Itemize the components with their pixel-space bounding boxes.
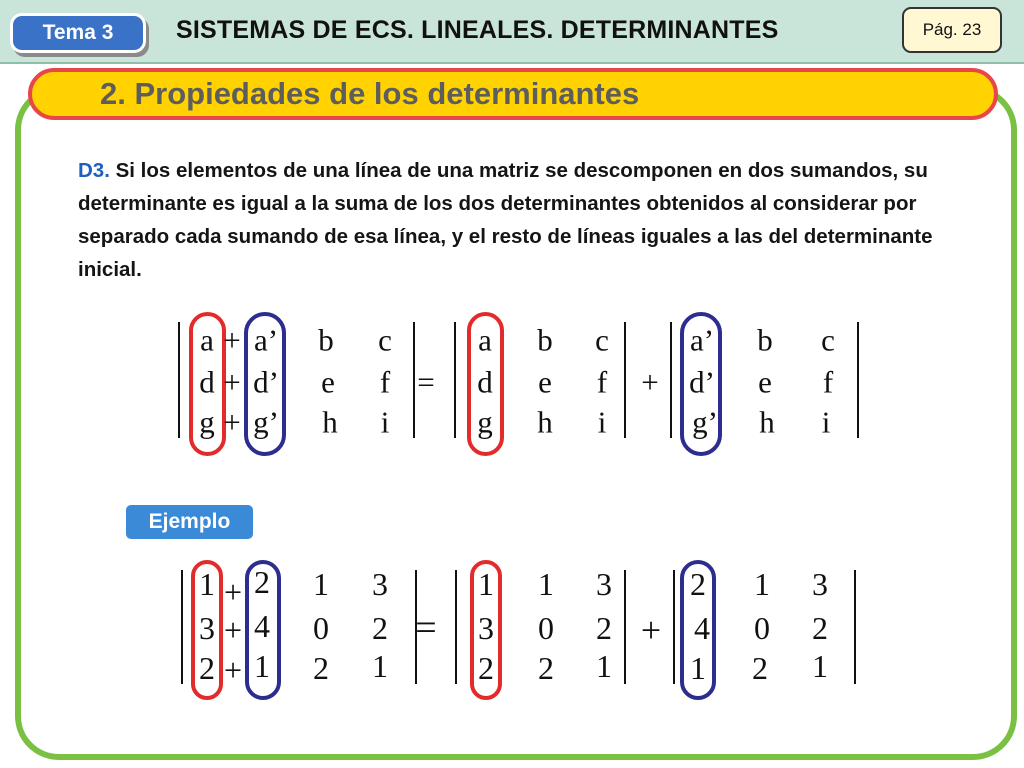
det-bar xyxy=(178,322,180,438)
matrix-entry: 1 xyxy=(690,650,706,686)
matrix-entry: 2 xyxy=(372,610,388,646)
matrix-entry: 1 xyxy=(372,648,388,684)
matrix-entry: 1 xyxy=(754,566,770,602)
matrix-entry: a’ xyxy=(253,322,279,358)
matrix-entry: h xyxy=(759,404,775,440)
matrix-entry: 2 xyxy=(812,610,828,646)
det-bar xyxy=(455,570,457,684)
plus-sign: + xyxy=(641,364,659,400)
matrix-entry: 3 xyxy=(478,610,494,646)
matrix-entry: e xyxy=(321,364,335,400)
equals-sign: = xyxy=(417,364,435,400)
matrix-entry: 1 xyxy=(538,566,554,602)
matrix-entry: 2 xyxy=(313,650,329,686)
plus-sign: + xyxy=(640,610,662,650)
matrix-entry: 1 xyxy=(313,566,329,602)
matrix-entry: 1 xyxy=(254,648,270,684)
section-title: 2. Propiedades de los determinantes xyxy=(100,76,640,111)
det-bar xyxy=(413,322,415,438)
matrix-entry: g’ xyxy=(253,404,279,440)
matrix-entry: b xyxy=(537,322,553,358)
matrix-entry: 0 xyxy=(313,610,329,646)
matrix-entry: d xyxy=(477,364,493,400)
matrix-entry: 0 xyxy=(754,610,770,646)
matrix-entry: c xyxy=(378,322,392,358)
property-text: Si los elementos de una línea de una matriz se descomponen en dos sumandos, su determinante es igual a la suma de los dos determinantes obtenidos al considerar por separado cada sumando de esa línea, y el resto de líneas iguales a las del determinante inicial. xyxy=(78,159,933,281)
matrix-entry: f xyxy=(596,364,608,400)
plus-sign: + xyxy=(223,574,243,610)
matrix-entry: 4 xyxy=(254,608,270,644)
matrix-entry: 4 xyxy=(694,610,710,646)
matrix-entry: f xyxy=(379,364,391,400)
matrix-entry: 2 xyxy=(478,650,494,686)
matrix-entry: 2 xyxy=(596,610,612,646)
page-number: Pág. 23 xyxy=(902,7,1002,53)
plus-sign: + xyxy=(223,652,243,688)
matrix-entry: i xyxy=(380,404,390,440)
matrix-entry: c xyxy=(595,322,609,358)
header-title: SISTEMAS DE ECS. LINEALES. DETERMINANTES xyxy=(176,16,779,44)
matrix-entry: g xyxy=(477,404,493,440)
det-bar xyxy=(670,322,672,438)
matrix-entry: d’ xyxy=(253,364,279,400)
matrix-entry: f xyxy=(822,364,834,400)
matrix-entry: 2 xyxy=(254,564,270,600)
plus-sign: + xyxy=(223,612,243,648)
matrix-entry: b xyxy=(318,322,334,358)
property-statement xyxy=(78,154,978,286)
matrix-entry: c xyxy=(821,322,835,358)
matrix-entry: a xyxy=(478,322,492,358)
matrix-entry: g xyxy=(199,404,215,440)
matrix-entry: a’ xyxy=(689,322,715,358)
det-bar xyxy=(854,570,856,684)
det-bar xyxy=(673,570,675,684)
matrix-entry: 0 xyxy=(538,610,554,646)
matrix-entry: i xyxy=(597,404,607,440)
matrix-entry: d xyxy=(199,364,215,400)
matrix-entry: a xyxy=(200,322,214,358)
matrix-entry: 3 xyxy=(812,566,828,602)
matrix-entry: 1 xyxy=(596,648,612,684)
example-tag: Ejemplo xyxy=(126,505,253,539)
matrix-entry: i xyxy=(821,404,831,440)
det-bar xyxy=(454,322,456,438)
plus-sign: + xyxy=(223,322,241,358)
plus-sign: + xyxy=(223,404,241,440)
matrix-entry: 2 xyxy=(752,650,768,686)
matrix-entry: h xyxy=(322,404,338,440)
det-bar xyxy=(624,322,626,438)
matrix-entry: 2 xyxy=(690,566,706,602)
matrix-entry: e xyxy=(538,364,552,400)
matrix-entry: 3 xyxy=(596,566,612,602)
matrix-entry: 1 xyxy=(199,566,215,602)
det-bar xyxy=(624,570,626,684)
matrix-entry: 2 xyxy=(538,650,554,686)
matrix-entry: b xyxy=(757,322,773,358)
plus-sign: + xyxy=(223,364,241,400)
matrix-entry: h xyxy=(537,404,553,440)
matrix-entry: 3 xyxy=(372,566,388,602)
property-label: D3. xyxy=(78,159,110,182)
equals-sign: = xyxy=(415,607,437,649)
matrix-entry: g’ xyxy=(692,404,718,440)
matrix-entry: d’ xyxy=(689,364,715,400)
matrix-entry: 2 xyxy=(199,650,215,686)
matrix-entry: 1 xyxy=(478,566,494,602)
matrix-entry: e xyxy=(758,364,772,400)
matrix-entry: 3 xyxy=(199,610,215,646)
matrix-entry: 1 xyxy=(812,648,828,684)
det-bar xyxy=(857,322,859,438)
det-bar xyxy=(181,570,183,684)
topic-badge: Tema 3 xyxy=(10,13,146,53)
